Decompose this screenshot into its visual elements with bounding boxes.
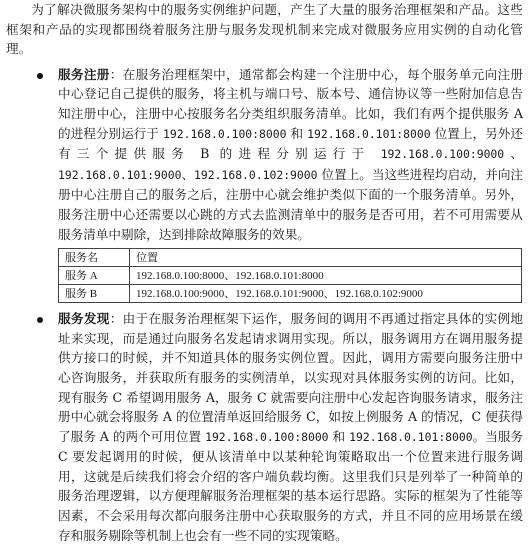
- table-cell-location: 192.168.0.100:8000、192.168.0.101:8000: [130, 267, 522, 285]
- discovery-and: 和: [328, 428, 350, 444]
- table-row: [59, 267, 522, 285]
- address-b3: 192.168.0.102:9000: [194, 167, 318, 182]
- registration-and: 和: [286, 125, 308, 141]
- bullet-dot-icon: [37, 73, 43, 79]
- address-a2: 192.168.0.101:8000: [307, 126, 431, 141]
- table-cell-location: 192.168.0.100:9000、192.168.0.101:9000、192.168.0.102:9000: [130, 285, 522, 303]
- column-header-service-name: 服务名: [59, 249, 130, 267]
- registration-sep-2: 、: [181, 166, 195, 182]
- address-b2: 192.168.0.101:9000: [58, 167, 182, 182]
- registration-text-2: 位置上，另外还有三个提供服务 B 的进程分别运行于: [58, 125, 523, 162]
- discovery-text-1: ：由于在服务治理框架下运作，服务间的调用不再通过指定具体的实例地址来实现，而是通过向服务名发起请求调用实现。所以，服务调用方在调用服务提供方接口的时候，并不知道具体的服务实例位置。因此，调用方需要向服务注册中心咨询服务，并获取所有服务的实例清单，以实现对具体服务实例的访问。比如，现有服务 C 希望调用服务 A，服务 C 就需要向注册中心发起咨询服务请求，服务注册中心就会将服务 A 的位置清单返回给服务 C，如按上例服务 A 的情况，C 便获得了服务 A 的两个可用位置: [58, 311, 524, 444]
- discovery-term: 服务发现: [58, 311, 110, 327]
- discovery-address-2: 192.168.0.101:8000: [349, 429, 473, 444]
- registration-sep-1: 、: [504, 146, 524, 162]
- registration-text-3: 位置上。当这些进程均启动，并向注册中心注册自己的服务之后，注册中心就会维护类似下面的一个服务清单。另外，服务注册中心还需要以心跳的方式去监测清单中的服务是否可用，若不可用需要从服务清单中剔除，达到排除故障服务的效果。: [58, 166, 524, 242]
- registration-term: 服务注册: [58, 66, 110, 82]
- discovery-text-2: 。当服务 C 要发起调用的时候，便从该清单中以某种轮询策略取出一个位置来进行服务调用，这就是后续我们将会介绍的客户端负载均衡。这里我们只是列举了一种简单的服务治理逻辑，以方便理解服务治理框架的基本运行思路。实际的框架为了性能等因素，不会采用每次都向服务注册中心获取服务的方式，并且不同的应用场景在缓存和服务剔除等机制上也会有一些不同的实现策略。: [58, 428, 524, 543]
- bullet-dot-icon: [37, 317, 43, 323]
- table-header-row: [59, 249, 522, 267]
- service-discovery-item: [6, 309, 523, 545]
- table-row: [59, 285, 522, 303]
- service-list-table: [58, 248, 522, 303]
- column-header-location: 位置: [130, 249, 522, 267]
- registration-text-1: ：在服务治理框架中，通常都会构建一个注册中心，每个服务单元向注册中心登记自己提供的服务，将主机与端口号、版本号、通信协议等一些附加信息告知注册中心，注册中心按服务名分类组织服务清单。比如，我们有两个提供服务 A 的进程分别运行于: [58, 66, 524, 141]
- address-b1: 192.168.0.100:9000: [380, 147, 505, 162]
- discovery-address-1: 192.168.0.100:8000: [205, 429, 329, 444]
- table-cell-service: 服务 B: [59, 285, 130, 303]
- intro-paragraph: 为了解决微服务架构中的服务实例维护问题，产生了大量的服务治理框架和产品。这些框架和产品的实现都围绕着服务注册与服务发现机制来完成对微服务应用实例的自动化管理。: [6, 2, 523, 57]
- table-cell-service: 服务 A: [59, 267, 130, 285]
- address-a1: 192.168.0.100:8000: [163, 126, 287, 141]
- service-registration-item: [6, 65, 523, 244]
